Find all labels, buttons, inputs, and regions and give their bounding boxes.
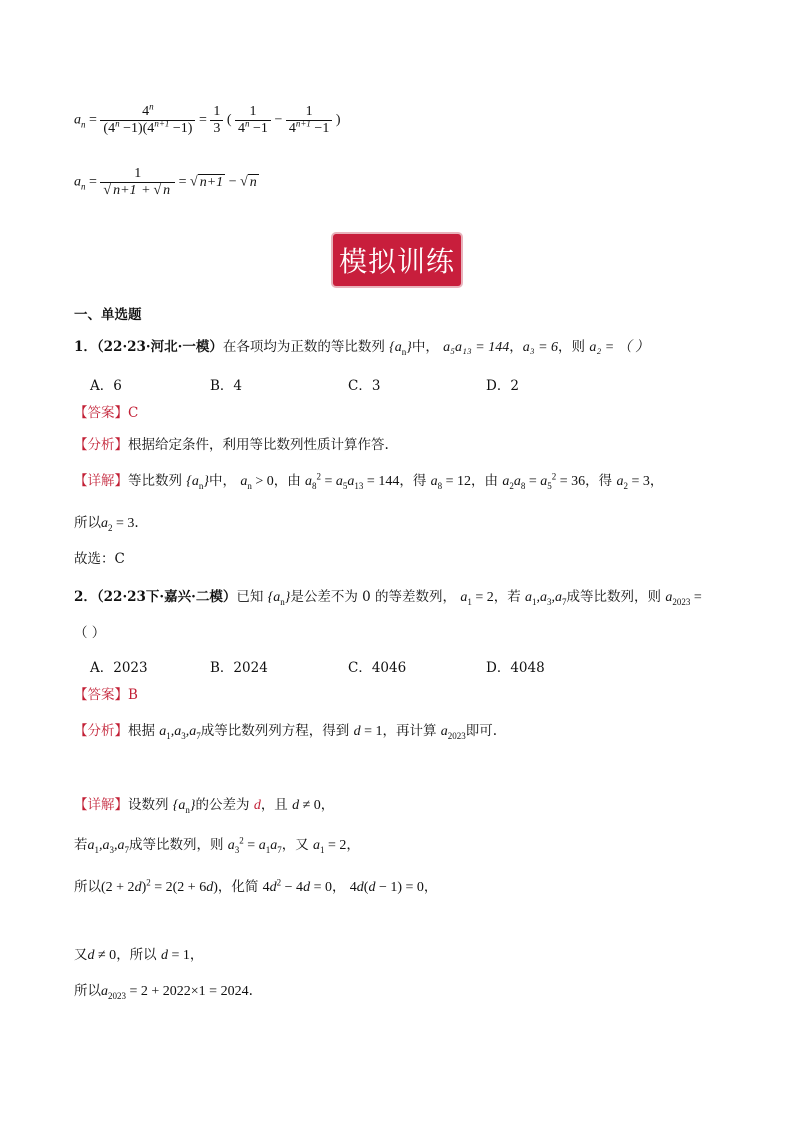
q1-analysis: 【分析】根据给定条件，利用等比数列性质计算作答. [74, 437, 389, 453]
q1-detail: 【详解】等比数列 $\{a_n\}$中， $a_n > 0$，由 $a_8^2 = a_5a_{13} = 144$，得 $a_8 = 12$，由 $a_2a_8 = a_5^2 = 36$，得 $a_2 = 3$， [74, 471, 664, 491]
q2-option-d[interactable]: D．4048 [486, 660, 545, 676]
q1-stem: 1．（22·23·河北·一模）在各项均为正数的等比数列 $\{a_n\}$中， a₅a₁₃ = 144，a₃ = 6，则 a₂ = （ ） [74, 339, 650, 357]
formula-1: $a_n$ = $\frac{4^n}{(4^n -1)(4^{n+1} -1)}$ = $\frac{1}{3}$ ( $\frac{1}{4^n -1}$ − $\frac{1}{4^{n+1} -1}$ ) [74, 101, 341, 136]
section-title: 一、单选题 [74, 307, 142, 323]
q1-answer: 【答案】C [74, 405, 139, 421]
q1-option-d[interactable]: D．2 [486, 378, 519, 394]
q1-option-b[interactable]: B．4 [210, 378, 243, 394]
q2-detail: 【详解】设数列 $\{a_n\}$的公差为 d，且 d ≠ 0， [74, 797, 335, 815]
q2-paren: （ ） [74, 625, 106, 641]
q2-detail-line2: 若$a_1,a_3,a_7$成等比数列，则 $a_3^2 = a_1a_7$，又 $a_1 = 2$， [74, 835, 360, 855]
q1-option-c[interactable]: C．3 [348, 378, 381, 394]
q1-option-a[interactable]: A．6 [90, 378, 122, 394]
q2-option-b[interactable]: B．2024 [210, 660, 268, 676]
q2-detail-line4: 又d ≠ 0，所以 d = 1， [74, 947, 204, 963]
formula-1-fraction: $\frac{4^n}{(4^n -1)(4^{n+1} -1)}$ [100, 104, 195, 137]
q1-choose: 故选：C [74, 551, 125, 567]
q2-detail-line3: 所以$(2 + 2d)^2 = 2(2 + 6d)$，化简 $4d^2 - 4d = 0$， 4d(d − 1) = 0， [74, 877, 438, 895]
q2-analysis: 【分析】根据 $a_1,a_3,a_7$成等比数列列方程，得到 d = 1，再计算 $a_{2023}$即可. [74, 723, 498, 741]
q2-answer: 【答案】B [74, 687, 138, 703]
section-banner [333, 234, 461, 286]
q2-detail-line5: 所以$a_{2023} = 2 + 2022\times 1 = 2024$. [74, 983, 253, 1001]
formula-2: $a_n$ = $\frac{1}{√ n+1 + √ n}$ = √ n+1 − √ n [74, 166, 257, 198]
q2-option-a[interactable]: A．2023 [90, 660, 148, 676]
q2-option-c[interactable]: C．4046 [348, 660, 407, 676]
q1-therefore: 所以$a_2 = 3$. [74, 515, 139, 533]
q2-stem: 2．（22·23下·嘉兴·二模）已知 $\{a_n\}$是公差不为 0 的等差数列， $a_1 = 2$，若 $a_1,a_3,a_7$成等比数列，则 $a_{2023}$ = [74, 589, 702, 607]
formula-2-fraction: $\frac{1}{√ n+1 + √ n}$ [100, 166, 175, 199]
banner-text: 模拟训练 [338, 245, 455, 278]
